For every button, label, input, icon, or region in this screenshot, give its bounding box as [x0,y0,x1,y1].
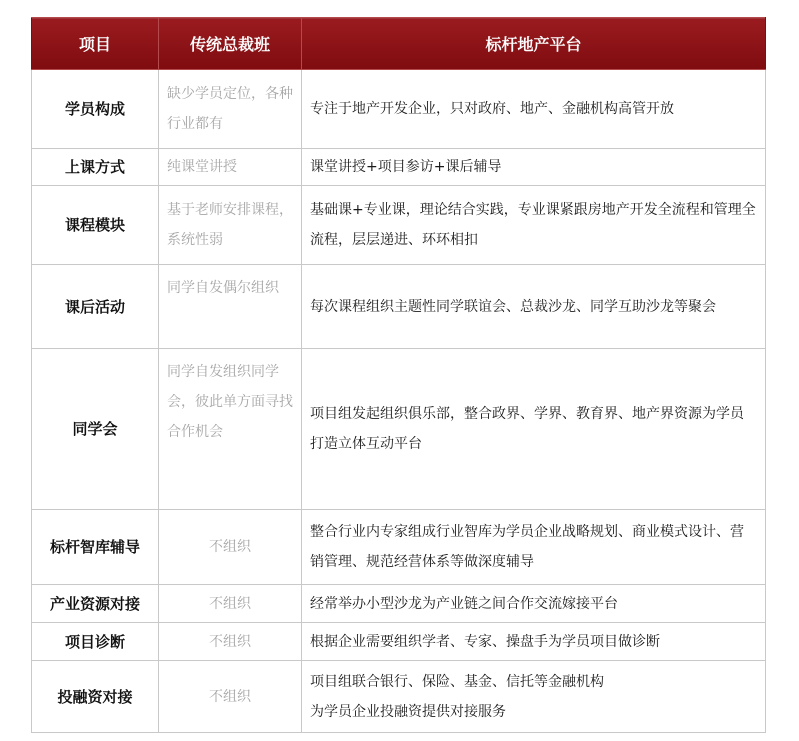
row-benchmark-line-1: 项目组联合银行、保险、基金、信托等金融机构 [310,673,604,690]
table-row [32,349,766,510]
row-benchmark: 专注于地产开发企业，只对政府、地产、金融机构高管开放 [302,70,766,149]
row-item: 标杆智库辅导 [32,510,159,585]
row-traditional: 同学自发偶尔组织 [159,265,302,349]
row-item: 课后活动 [32,265,159,349]
comparison-table [31,17,766,733]
row-item: 产业资源对接 [32,585,159,623]
row-benchmark: 根据企业需要组织学者、专家、操盘手为学员项目做诊断 [302,623,766,661]
comparison-table-wrapper [31,17,765,733]
row-traditional: 同学自发组织同学会，彼此单方面寻找合作机会 [159,349,302,510]
row-traditional: 基于老师安排课程，系统性弱 [159,186,302,265]
row-item: 上课方式 [32,149,159,186]
table-row [32,661,766,733]
table-row [32,149,766,186]
row-benchmark [302,661,766,733]
row-benchmark: 课堂讲授+项目参访+课后辅导 [302,149,766,186]
row-item: 项目诊断 [32,623,159,661]
row-traditional: 不组织 [159,661,302,733]
row-traditional: 纯课堂讲授 [159,149,302,186]
header-benchmark: 标杆地产平台 [302,18,766,70]
table-row [32,585,766,623]
row-traditional: 缺少学员定位，各种行业都有 [159,70,302,149]
row-item: 学员构成 [32,70,159,149]
table-row [32,623,766,661]
table-row [32,265,766,349]
header-item: 项目 [32,18,159,70]
row-item: 课程模块 [32,186,159,265]
row-traditional: 不组织 [159,585,302,623]
row-traditional: 不组织 [159,623,302,661]
row-benchmark: 项目组发起组织俱乐部，整合政界、学界、教育界、地产界资源为学员打造立体互动平台 [302,349,766,510]
row-benchmark: 基础课+专业课，理论结合实践，专业课紧跟房地产开发全流程和管理全流程，层层递进、环环相扣 [302,186,766,265]
table-row [32,186,766,265]
row-benchmark: 整合行业内专家组成行业智库为学员企业战略规划、商业模式设计、营销管理、规范经营体系等做深度辅导 [302,510,766,585]
row-traditional: 不组织 [159,510,302,585]
table-row [32,510,766,585]
row-benchmark-line-2: 为学员企业投融资提供对接服务 [310,703,506,720]
header-traditional: 传统总裁班 [159,18,302,70]
table-header-row [32,18,766,70]
row-benchmark: 经常举办小型沙龙为产业链之间合作交流嫁接平台 [302,585,766,623]
table-row [32,70,766,149]
row-item: 同学会 [32,349,159,510]
row-item: 投融资对接 [32,661,159,733]
row-benchmark: 每次课程组织主题性同学联谊会、总裁沙龙、同学互助沙龙等聚会 [302,265,766,349]
